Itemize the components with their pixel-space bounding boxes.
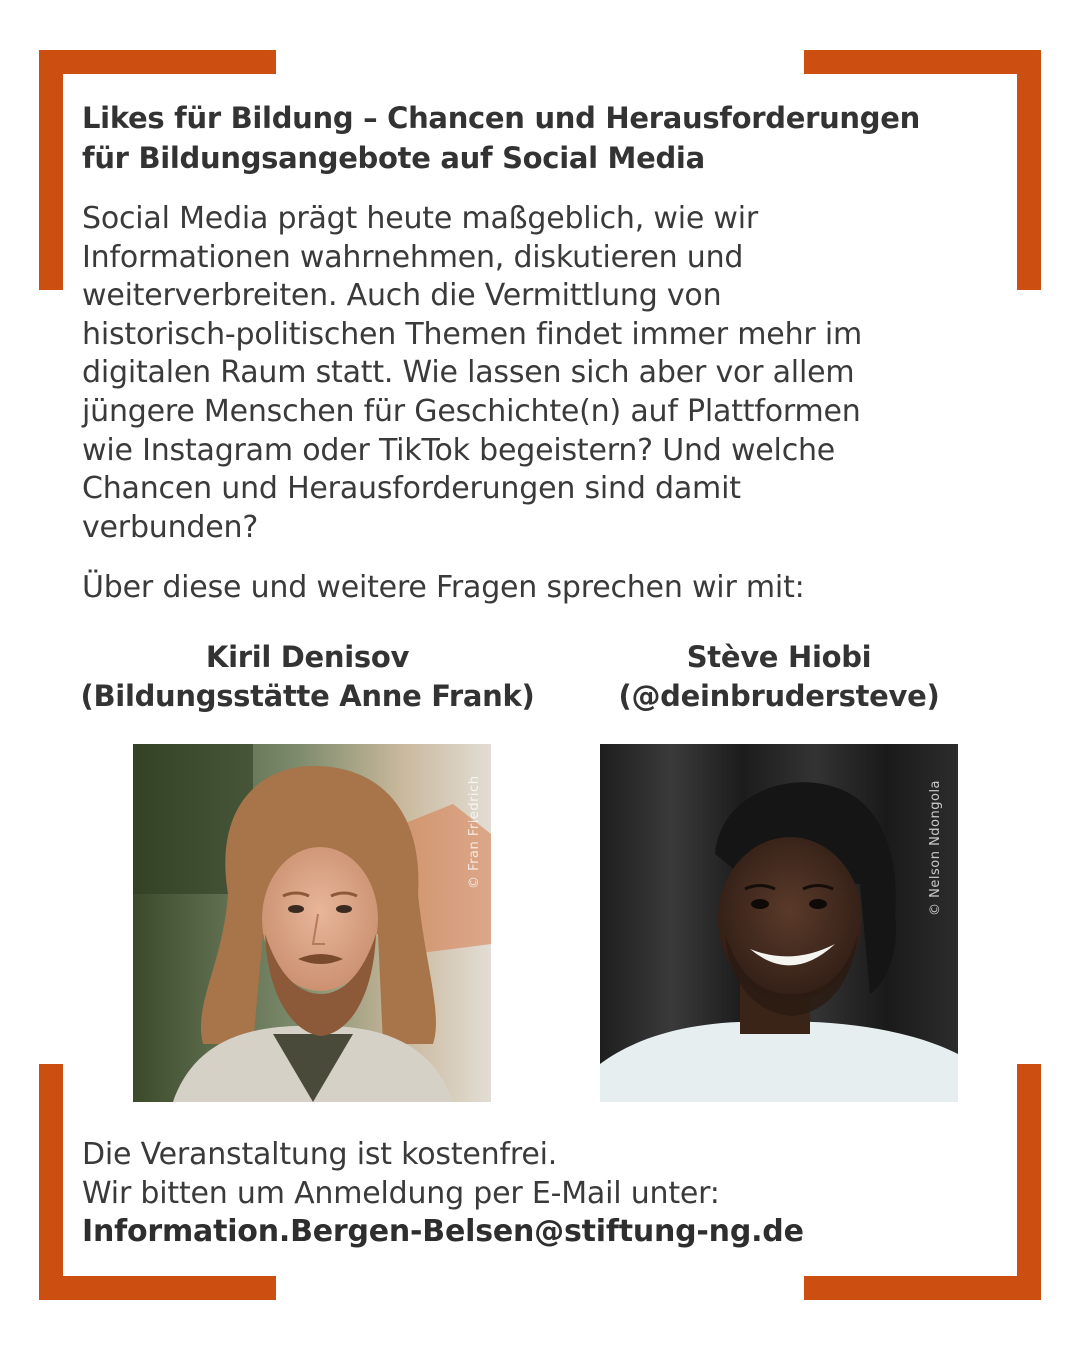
event-title-line-1: Likes für Bildung – Chancen und Herausforderungen: [82, 101, 920, 135]
speaker-1-photo-credit: © Fran Friedrich: [467, 775, 482, 889]
speaker-1-name: Kiril Denisov: [205, 640, 410, 674]
speaker-2-name: Stève Hiobi: [686, 640, 872, 674]
intro-line: historisch-politischen Themen findet immer mehr im: [82, 316, 863, 352]
footer-free-note: Die Veranstaltung ist kostenfrei.: [82, 1137, 558, 1172]
speaker-2-photo: [600, 744, 958, 1102]
registration-email-link[interactable]: Information.Bergen-Belsen@stiftung-ng.de: [82, 1214, 804, 1250]
speaker-2-photo-credit: © Nelson Ndongola: [928, 779, 943, 916]
intro-line: digitalen Raum statt. Wie lassen sich aber vor allem: [82, 355, 855, 391]
frame-corner-bottom-left-h: [39, 1276, 276, 1300]
frame-corner-top-right-h: [804, 50, 1041, 74]
speaker-1-photo: [133, 744, 491, 1102]
event-title: [82, 98, 1002, 178]
intro-line: weiterverbreiten. Auch die Vermittlung von: [82, 278, 722, 314]
speakers-lead: Über diese und weitere Fragen sprechen wir mit:: [82, 570, 805, 605]
intro-line: wie Instagram oder TikTok begeistern? Und welche: [82, 432, 836, 468]
frame-corner-top-left-v: [39, 50, 63, 290]
intro-line: Chancen und Herausforderungen sind damit: [82, 471, 741, 507]
intro-line: verbunden?: [82, 509, 259, 545]
speaker-1-heading: [40, 638, 575, 716]
frame-corner-bottom-right-h: [804, 1276, 1041, 1300]
frame-corner-top-right-v: [1017, 50, 1041, 290]
frame-corner-bottom-left-v: [39, 1064, 63, 1300]
intro-line: Social Media prägt heute maßgeblich, wie wir: [82, 201, 759, 236]
speaker-2-affiliation: (@deinbrudersteve): [618, 679, 940, 713]
frame-corner-bottom-right-v: [1017, 1064, 1041, 1300]
frame-corner-top-left-h: [39, 50, 276, 74]
intro-line: jüngere Menschen für Geschichte(n) auf Plattformen: [82, 393, 861, 429]
speaker-1-portrait-illustration: [133, 744, 491, 1102]
intro-paragraph: [82, 200, 1012, 547]
event-title-line-2: für Bildungsangebote auf Social Media: [82, 141, 705, 175]
speaker-1-affiliation: (Bildungsstätte Anne Frank): [80, 679, 535, 713]
footer-registration-note: Wir bitten um Anmeldung per E-Mail unter:: [82, 1175, 720, 1211]
registration-footer: [82, 1136, 1012, 1252]
intro-line: Informationen wahrnehmen, diskutieren und: [82, 239, 744, 275]
speaker-2-heading: [560, 638, 998, 716]
speaker-2-portrait-illustration: [600, 744, 958, 1102]
